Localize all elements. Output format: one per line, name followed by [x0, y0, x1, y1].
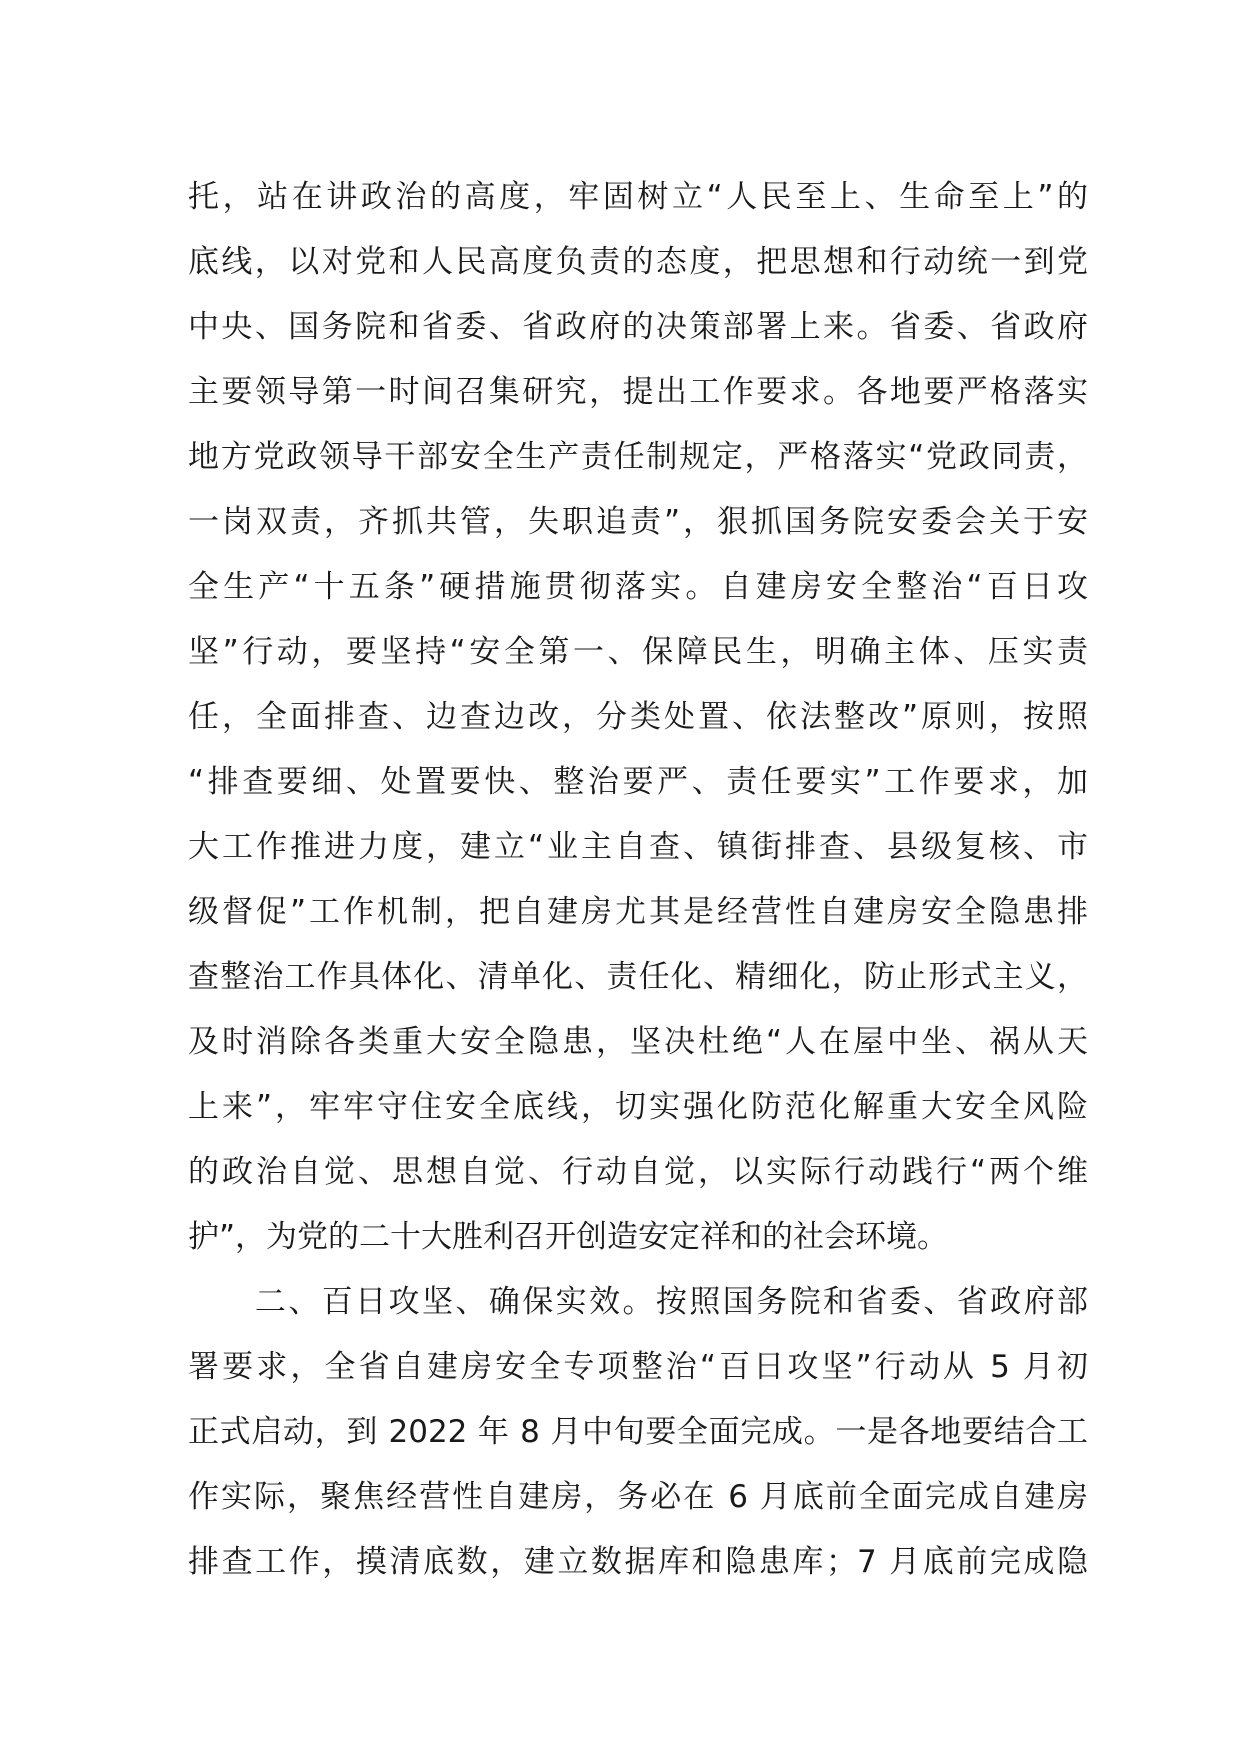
- text-line: 署要求，全省自建房安全专项整治“百日攻坚”行动从 5 月初: [188, 1349, 1088, 1385]
- text-line: 全生产“十五条”硬措施贯彻落实。自建房安全整治“百日攻: [188, 569, 1088, 605]
- text-line: 正式启动，到 2022 年 8 月中旬要全面完成。一是各地要结合工: [188, 1414, 1088, 1450]
- text-line: 坚”行动，要坚持“安全第一、保障民生，明确主体、压实责: [188, 634, 1088, 670]
- text-line: 地方党政领导干部安全生产责任制规定，严格落实“党政同责，: [188, 439, 1088, 475]
- text-line: 查整治工作具体化、清单化、责任化、精细化，防止形式主义，: [188, 959, 1088, 995]
- text-line: 底线，以对党和人民高度负责的态度，把思想和行动统一到党: [188, 244, 1088, 280]
- text-line: 中央、国务院和省委、省政府的决策部署上来。省委、省政府: [188, 309, 1088, 345]
- text-line: 作实际，聚焦经营性自建房，务必在 6 月底前全面完成自建房: [188, 1479, 1088, 1515]
- text-line: 一岗双责，齐抓共管，失职追责”，狠抓国务院安委会关于安: [188, 504, 1088, 540]
- text-line: 任，全面排查、边查边改，分类处置、依法整改”原则，按照: [188, 699, 1088, 735]
- text-line: 托，站在讲政治的高度，牢固树立“人民至上、生命至上”的: [188, 179, 1088, 215]
- text-line: 上来”，牢牢守住安全底线，切实强化防范化解重大安全风险: [188, 1089, 1088, 1125]
- text-line: 主要领导第一时间召集研究，提出工作要求。各地要严格落实: [188, 374, 1088, 410]
- text-line: 大工作推进力度，建立“业主自查、镇街排查、县级复核、市: [188, 829, 1088, 865]
- section-heading-line: 二、百日攻坚、确保实效。按照国务院和省委、省政府部: [188, 1284, 1088, 1320]
- text-line: 级督促”工作机制，把自建房尤其是经营性自建房安全隐患排: [188, 894, 1088, 930]
- paragraph-end-line: 护”，为党的二十大胜利召开创造安定祥和的社会环境。: [188, 1219, 949, 1255]
- text-line: “排查要细、处置要快、整治要严、责任要实”工作要求，加: [188, 764, 1088, 800]
- text-line: 的政治自觉、思想自觉、行动自觉，以实际行动践行“两个维: [188, 1154, 1088, 1190]
- text-line: 及时消除各类重大安全隐患，坚决杜绝“人在屋中坐、祸从天: [188, 1024, 1088, 1060]
- text-line: 排查工作，摸清底数，建立数据库和隐患库；7 月底前完成隐: [188, 1544, 1088, 1580]
- body-text: [188, 165, 1088, 1595]
